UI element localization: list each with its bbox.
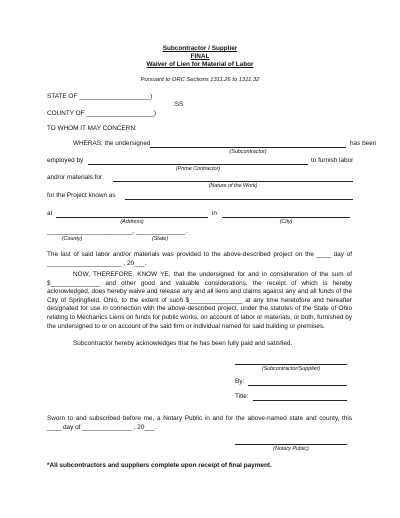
pursuant-note: Pursuant to ORC Sections 1311.26 to 1311.32: [140, 77, 260, 83]
waiver-paragraph: NOW, THEREFORE, KNOW YE, that the undersigned for and in consideration of the sum of $______________ and other good and valuable considerations, the receipt of which is hereby acknowledged, does hereby waive and release any and all liens and claims against any and all funds of the City of Springfield, Ohio, to the extent of such $_______________ at any time heretofore and hereafter designated for use in connection with the above-described project, under the statutes of the State of Ohio relating to Mechanics Liens on funds for public works, on account of labor or materials, or both, furnished by the undersigned to or on account of the said firm or individual named for said building or premises.: [47, 271, 352, 330]
city-field[interactable]: [222, 217, 350, 218]
project-name-field[interactable]: [125, 199, 353, 200]
notary-caption: (Notary Public): [273, 446, 309, 452]
sworn-statement: Sworn to and subscribed before me, a Notary Public in and for the above-named state and county, this ____ day of ______________ , 20___.: [47, 415, 352, 431]
county-caption: (County): [61, 236, 83, 242]
address-field[interactable]: [56, 217, 208, 218]
subcontractor-name-field[interactable]: [150, 147, 346, 148]
by-label: By:: [235, 378, 245, 385]
subcontractor-caption: (Subcontractor): [229, 149, 267, 155]
subcontractor-supplier-caption: (Subcontractor/Supplier): [261, 366, 321, 372]
last-date-paragraph: The last of said labor and/or materials was provided to the above-described project on the ____ day of _____________________ , 20___.: [47, 251, 352, 267]
ss-label: :SS: [173, 101, 184, 108]
subcontractor-signature-field[interactable]: [235, 364, 347, 365]
title-field[interactable]: [253, 400, 347, 401]
state-caption: (State): [151, 236, 169, 242]
county-of-line: COUNTY OF ___________________): [47, 110, 156, 117]
county-state-field[interactable]: ________________________, ______________.: [47, 228, 188, 235]
has-been-label: has been: [350, 140, 377, 147]
furnish-labor-label: to furnish labor: [311, 157, 354, 164]
salutation: TO WHOM IT MAY CONCERN:: [47, 125, 137, 132]
employed-by-label: employed by: [47, 157, 84, 164]
state-of-line: STATE OF ____________________): [47, 93, 153, 100]
address-caption: (Address): [120, 219, 144, 225]
title-label: Title:: [235, 393, 249, 400]
title-line-1: Subcontractor / Supplier: [162, 45, 238, 52]
nature-of-work-field[interactable]: [113, 181, 353, 182]
city-caption: (City): [279, 219, 293, 225]
whereas-label: WHERAS, the undersigned: [73, 140, 151, 147]
prime-contractor-caption: (Prime Contractor): [175, 166, 221, 172]
nature-of-work-caption: (Nature of the Work): [208, 183, 258, 189]
title-line-3: Waiver of Lien for Material of Labor: [146, 61, 254, 68]
footnote: *All subcontractors and suppliers complete upon receipt of final payment.: [47, 462, 272, 469]
in-label: in: [212, 210, 217, 217]
by-signature-field[interactable]: [248, 385, 347, 386]
title-line-2: FINAL: [190, 53, 210, 60]
notary-signature-field[interactable]: [235, 444, 347, 445]
at-label: at: [47, 210, 53, 217]
prime-contractor-field[interactable]: [88, 164, 308, 165]
project-label: for the Project known as: [47, 192, 116, 199]
materials-label: and/or materials for: [47, 174, 103, 181]
acknowledgment-text: Subcontractor hereby acknowledges that he has been fully paid and satisfied.: [73, 340, 293, 347]
